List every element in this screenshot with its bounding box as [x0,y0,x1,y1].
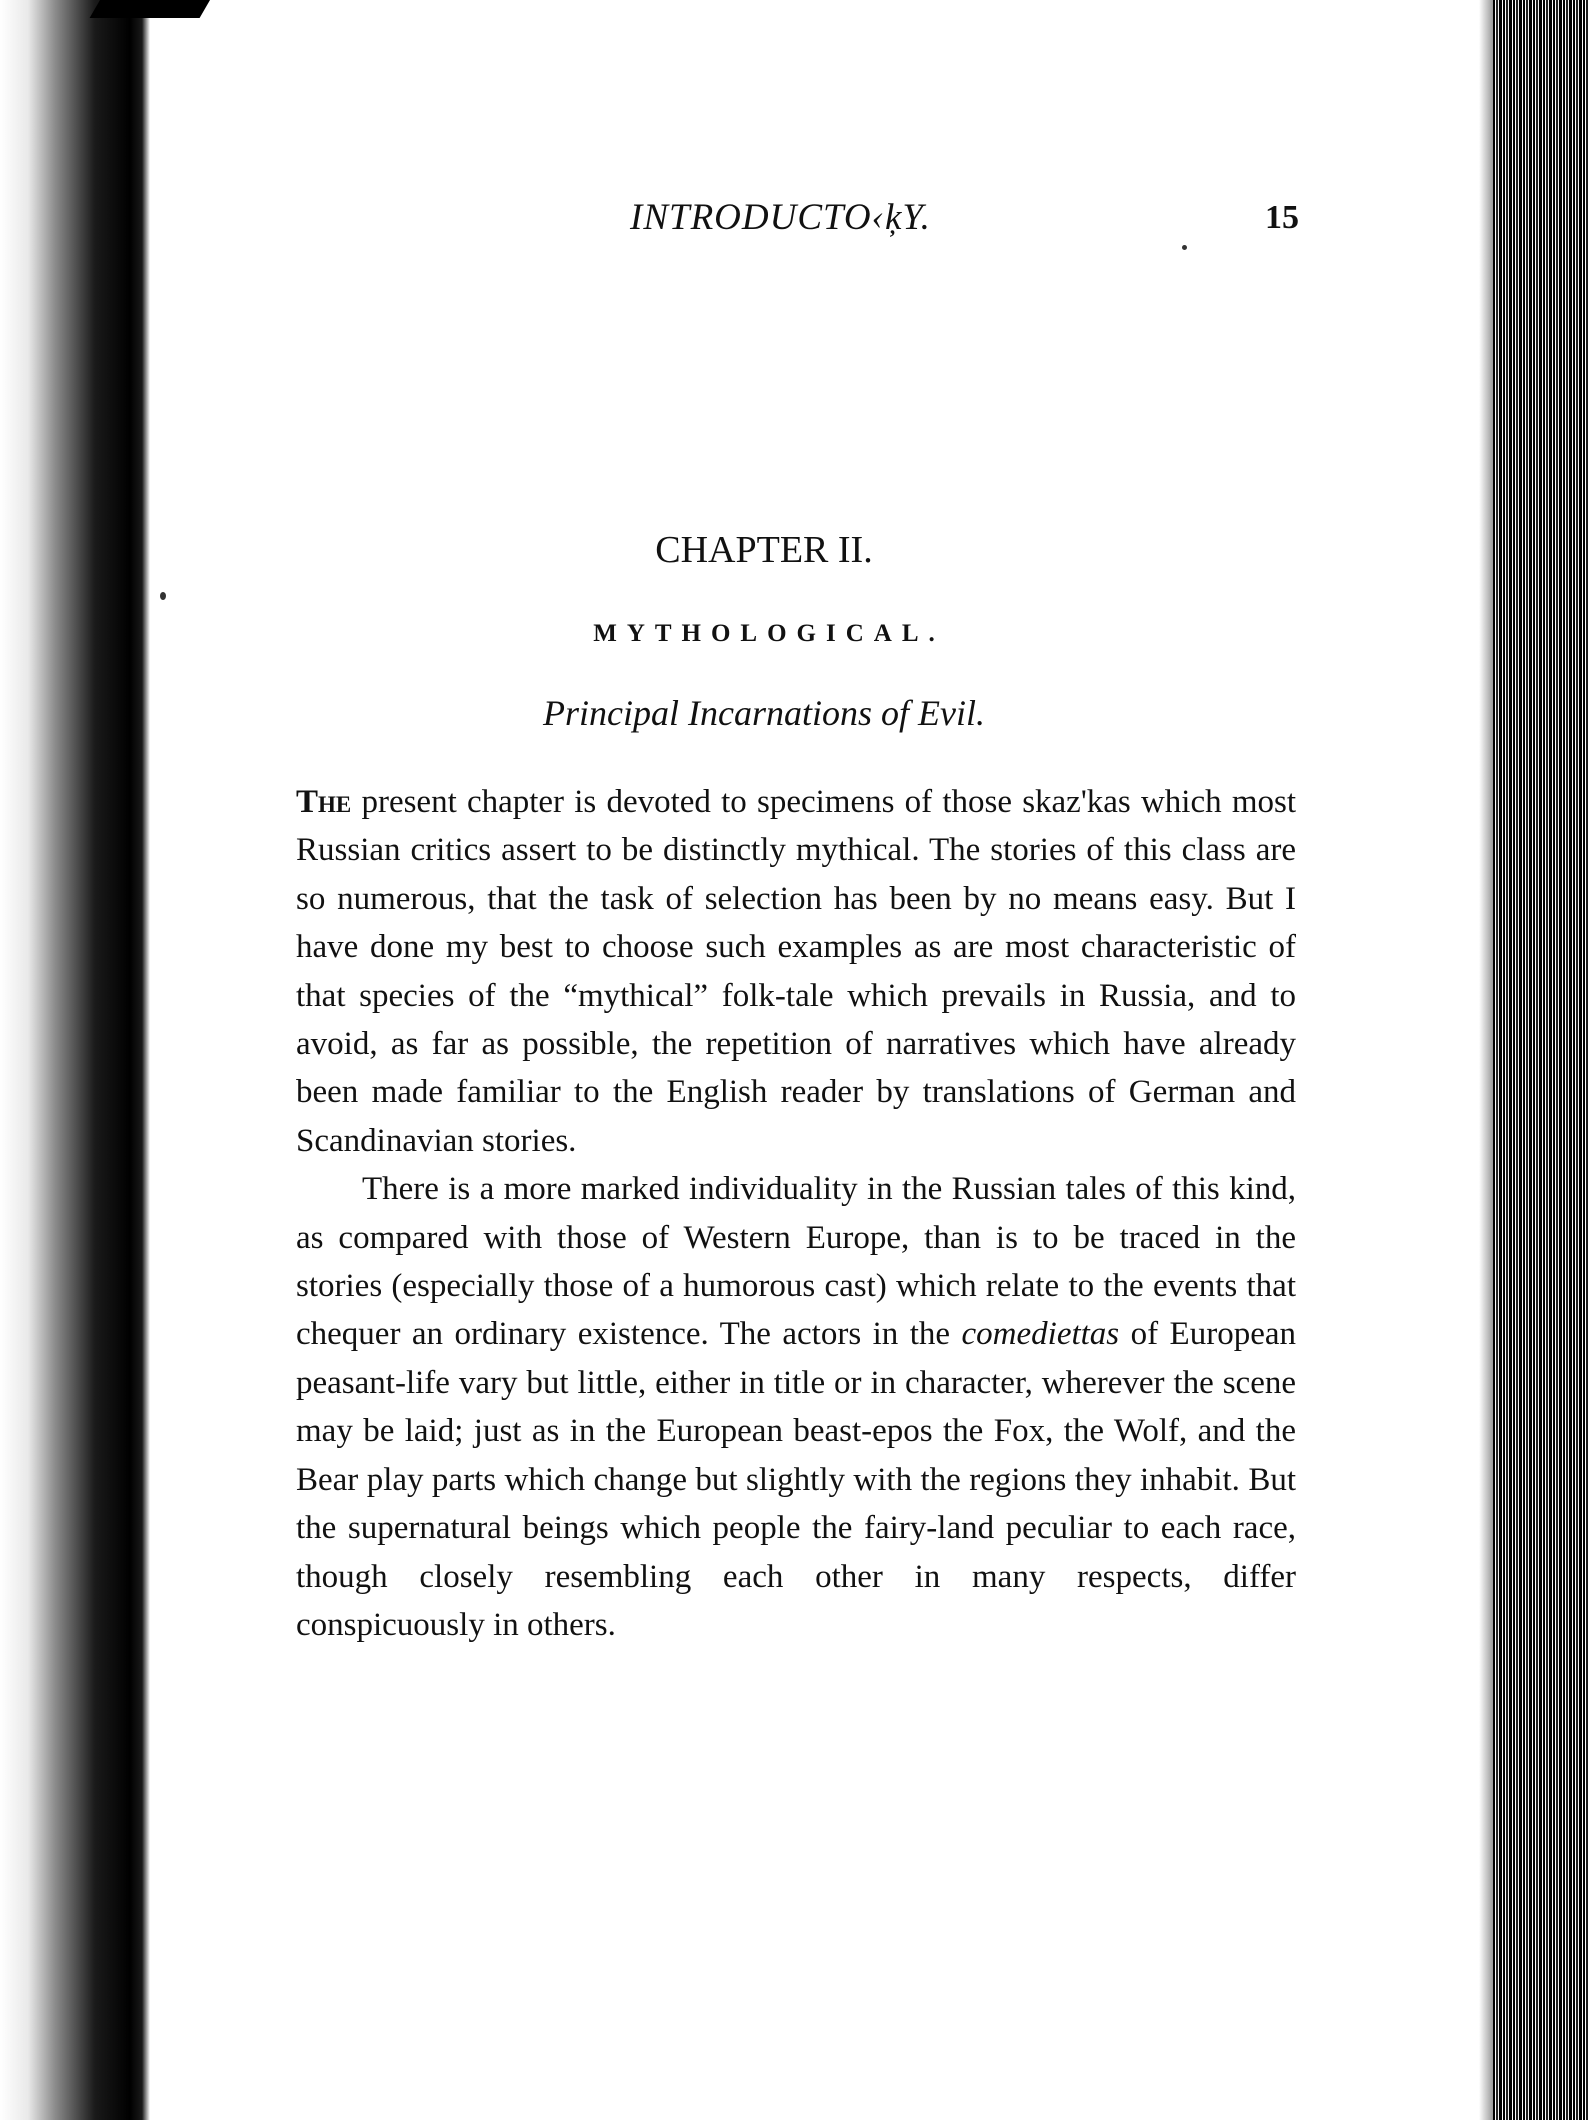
paragraph-lead-word: The [296,784,352,820]
paragraph-1 [296,778,1296,1165]
section-title: Principal Incarnations of Evil. [543,693,985,733]
chapter-subtitle: MYTHOLOGICAL. [593,620,945,647]
right-edge-shade [1479,0,1493,2120]
italic-term: comediettas [961,1316,1120,1353]
paragraph-2-text-a: There is a more marked individuality in the Russian tales of this kind, as compared with those of Western Europe, than is to be traced in the stories (especially those of a humorous cast) which relate to the events that chequer an ordinary existence. The actors in the [296,1171,1296,1353]
page-number: 15 [1265,199,1299,236]
left-corner-shadow [90,0,210,18]
running-head: INTRODUCTO‹ķY. [630,197,931,238]
paragraph-1-text: present chapter is devoted to specimens of those skaz'kas which most Russian critics assert to be distinctly mythical. The stories of this class are so numerous, that the task of selection has been by no means easy. But I have done my best to choose such examples as are most characteristic of that species of the “mythical” folk-tale which prevails in Russia, and to avoid, as far as possible, the repetition of narratives which have already been made familiar to the English reader by translations of German and Scandinavian stories. [296,784,1296,1159]
paragraph-2-text-b: of European peasant-life vary but little, either in title or in character, wherever the scene may be laid; just as in the European beast-epos the Fox, the Wolf, and the Bear play parts which change but slightly with the regions they inhabit. But the supernatural beings which people the fairy-land peculiar to each race, though closely resembling each other in many respects, differ conspicuously in others. [296,1316,1296,1643]
body-text [296,778,1296,1649]
left-binding-shadow [0,0,150,2120]
right-page-edges [1493,0,1588,2120]
stray-mark [1182,245,1187,250]
paragraph-2 [296,1165,1296,1649]
stray-mark [160,592,166,600]
chapter-title: CHAPTER II. [655,529,873,571]
